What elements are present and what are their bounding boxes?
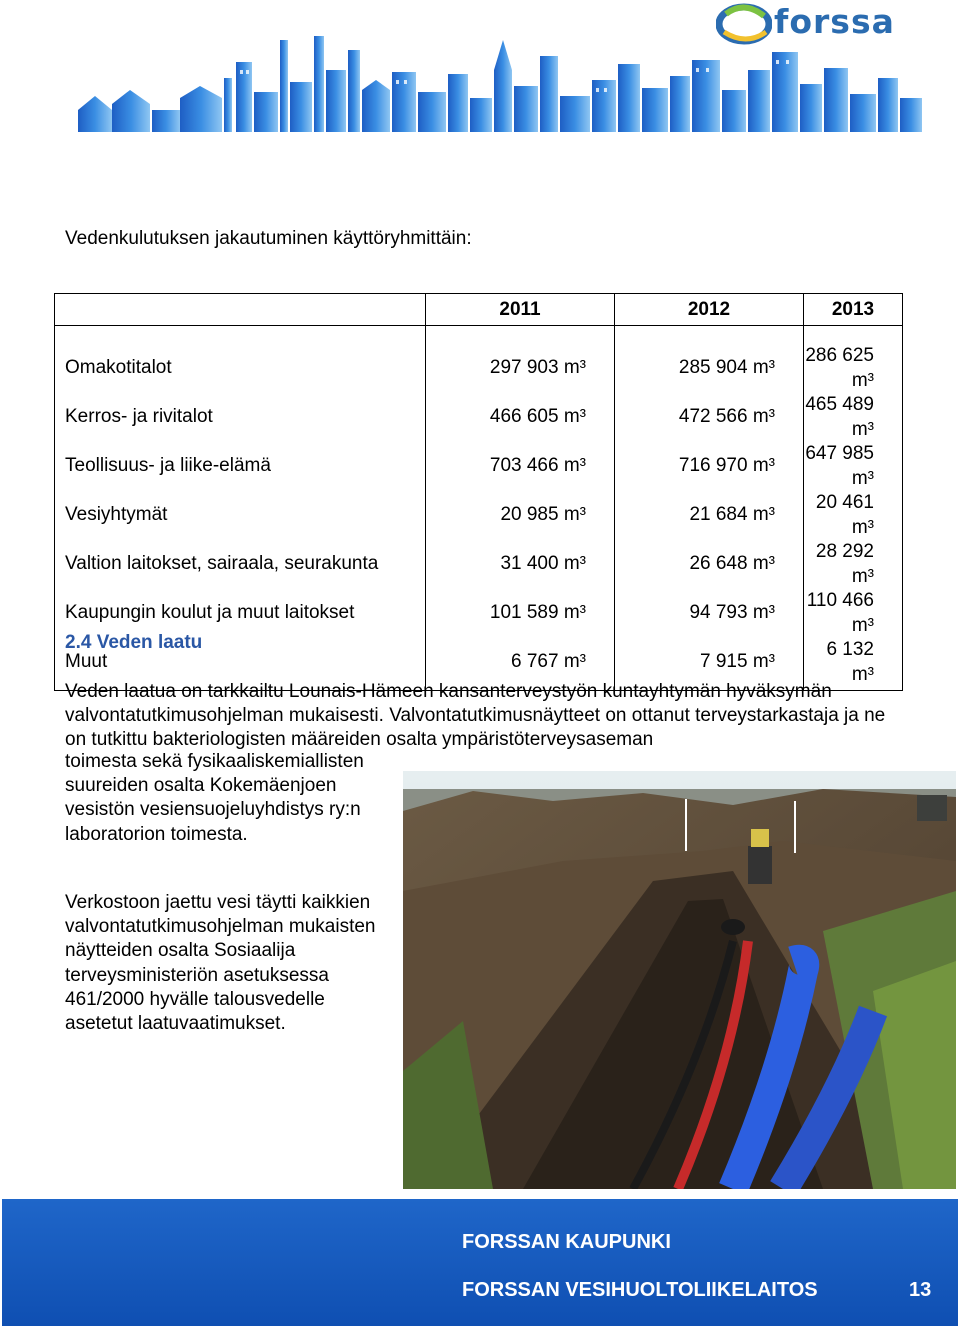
- row-label: Omakotitalot: [55, 344, 426, 393]
- row-label: Valtion laitokset, sairaala, seurakunta: [55, 540, 426, 589]
- table-header-2013: 2013: [804, 294, 903, 326]
- value-2013: 20 461 m³: [815, 492, 874, 538]
- value-2012: 26 648 m³: [615, 540, 804, 589]
- table-row: [55, 589, 903, 638]
- value-2013: 465 489 m³: [805, 394, 874, 440]
- value-2012: 7 915 m³: [615, 638, 804, 691]
- row-label: Teollisuus- ja liike-elämä: [55, 442, 426, 491]
- row-label: Vesiyhtymät: [55, 491, 426, 540]
- row-label: Muut: [55, 638, 426, 691]
- row-label: Kerros- ja rivitalot: [55, 393, 426, 442]
- pipe-trench-photo: [403, 771, 956, 1189]
- logo-text: forssa: [774, 2, 895, 41]
- page-number: 13: [909, 1279, 932, 1301]
- value-2011: 6 767 m³: [426, 638, 615, 691]
- table-row: [55, 393, 903, 442]
- paragraph-continued: toimesta sekä fysikaaliskemiallisten suureiden osalta Kokemäenjoen vesistön vesiensuojeluyhdistys ry:n laboratorion toimesta.: [65, 751, 364, 845]
- value-2013: 6 132 m³: [826, 639, 874, 685]
- value-2011: 297 903 m³: [426, 344, 615, 393]
- table-header-2011: 2011: [426, 294, 615, 326]
- value-2013: 647 985 m³: [805, 443, 874, 489]
- table-header-empty: [55, 294, 426, 326]
- paragraph-intro: Veden laatua on tarkkailtu Lounais-Hämeen kansanterveystyön kuntayhtymän hyväksymän valvontatutkimusohjelman mukaisesti. Valvontatutkimusnäytteet on ottanut terveystarkastaja ja ne on tutkittu bakteriologisten määreiden osalta ympäristöterveysaseman: [65, 681, 886, 751]
- footer-city-name: FORSSAN KAUPUNKI: [462, 1231, 671, 1253]
- row-label: Kaupungin koulut ja muut laitokset: [55, 589, 426, 638]
- value-2011: 466 605 m³: [426, 393, 615, 442]
- value-2013: 286 625 m³: [805, 345, 874, 391]
- value-2012: 716 970 m³: [615, 442, 804, 491]
- table-row: [55, 344, 903, 393]
- trench-illustration: [403, 771, 956, 1189]
- value-2011: 31 400 m³: [426, 540, 615, 589]
- header-skyline-banner: [0, 0, 960, 140]
- table-header-2012: 2012: [615, 294, 804, 326]
- value-2012: 472 566 m³: [615, 393, 804, 442]
- forssa-logo[interactable]: [716, 2, 916, 46]
- page-footer: [2, 1199, 958, 1326]
- table-spacer-row: [55, 326, 903, 345]
- table-row: [55, 442, 903, 491]
- value-2012: 285 904 m³: [615, 344, 804, 393]
- value-2011: 20 985 m³: [426, 491, 615, 540]
- value-2013: 28 292 m³: [815, 541, 874, 587]
- value-2013: 110 466 m³: [806, 590, 874, 636]
- value-2012: 94 793 m³: [615, 589, 804, 638]
- logo-swirl-icon: [716, 2, 772, 46]
- value-2012: 21 684 m³: [615, 491, 804, 540]
- table-row: [55, 491, 903, 540]
- section-heading: 2.4 Veden laatu: [65, 632, 203, 653]
- value-2011: 101 589 m³: [426, 589, 615, 638]
- table-header-row: [55, 294, 903, 326]
- value-2011: 703 466 m³: [426, 442, 615, 491]
- table-row: [55, 540, 903, 589]
- table-intro-text: Vedenkulutuksen jakautuminen käyttöryhmittäin:: [65, 228, 472, 249]
- paragraph-quality-result: Verkostoon jaettu vesi täytti kaikkien valvontatutkimusohjelman mukaisten näytteiden osalta Sosiaalija terveysministeriön asetuksessa 461/2000 hyvälle talousvedelle asetetut laatuvaatimukset.: [65, 892, 376, 1035]
- footer-utility-name: FORSSAN VESIHUOLTOLIIKELAITOS: [462, 1279, 818, 1301]
